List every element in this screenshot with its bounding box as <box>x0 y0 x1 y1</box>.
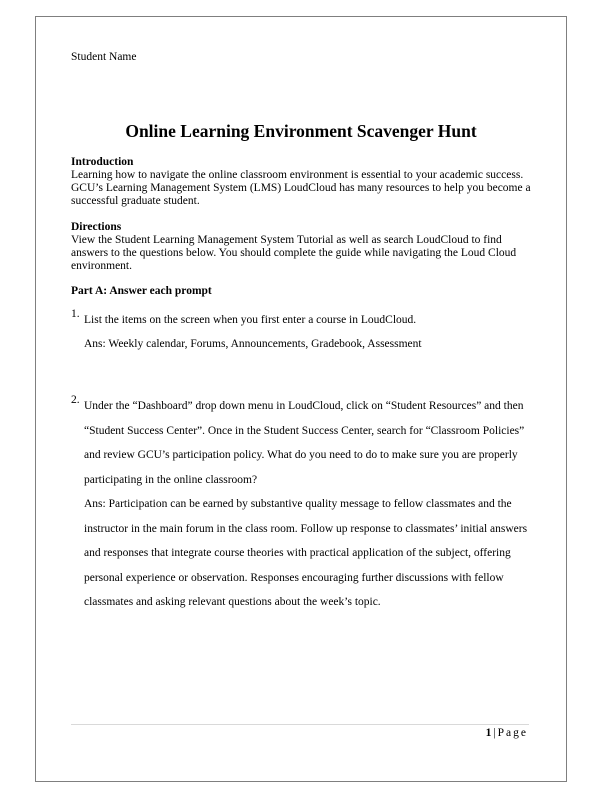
document-page <box>35 16 567 782</box>
directions-section <box>71 221 531 273</box>
introduction-heading: Introduction <box>71 156 134 168</box>
question-text: Under the “Dashboard” drop down menu in LoudCloud, click on “Student Resources” and then “Student Success Center”. Once in the Student Success Center, search for “Classroom Policies” and review GCU’s participation policy. What do you need to do to make sure you are properly participating in the online classroom? <box>84 400 525 486</box>
page-number: 1 <box>485 727 492 739</box>
part-a-heading: Part A: Answer each prompt <box>71 285 212 297</box>
introduction-section <box>71 156 531 208</box>
footer-divider <box>71 724 529 725</box>
question-number: 2. <box>71 394 80 406</box>
document-content <box>71 51 531 615</box>
page-label: Page <box>497 727 528 739</box>
page-footer <box>486 727 528 739</box>
question-list <box>71 308 531 615</box>
question-item-1 <box>71 308 531 356</box>
introduction-text: Learning how to navigate the online classroom environment is essential to your academic success. GCU’s Learning Management System (LMS) LoudCloud has many resources to help you become a successful graduate student. <box>71 169 531 207</box>
student-name: Student Name <box>71 51 137 63</box>
question-text: List the items on the screen when you first enter a course in LoudCloud. <box>84 314 417 326</box>
answer-text: Ans: Participation can be earned by substantive quality message to fellow classmates and the instructor in the main forum in the class room. Follow up response to classmates’ initial answers and responses that integrate course theories with practical application of the subject, offering personal experience or observation. Responses encouraging further discussions with fellow classmates and asking relevant questions about the week’s topic. <box>84 498 528 608</box>
document-title: Online Learning Environment Scavenger Hunt <box>125 121 477 141</box>
question-item-2 <box>71 394 531 615</box>
answer-text: Ans: Weekly calendar, Forums, Announcements, Gradebook, Assessment <box>84 338 422 350</box>
directions-text: View the Student Learning Management System Tutorial as well as search LoudCloud to find answers to the questions below. You should complete the guide while navigating the Loud Cloud environment. <box>71 234 517 272</box>
footer-separator: | <box>493 727 496 739</box>
directions-heading: Directions <box>71 221 122 233</box>
question-number: 1. <box>71 308 80 320</box>
